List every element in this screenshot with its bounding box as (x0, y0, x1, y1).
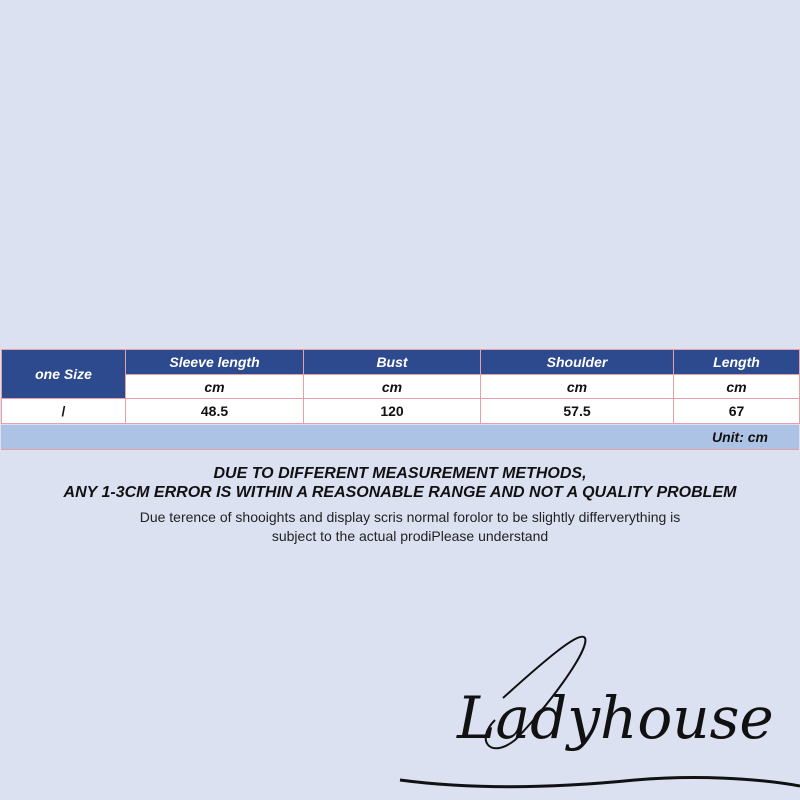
column-header-sleeve-length: Sleeve length (126, 350, 304, 375)
unit-cell: cm (481, 375, 674, 399)
table-header-row (2, 350, 800, 375)
disclaimer-line-2: subject to the actual prodiPlease understand (271, 528, 549, 544)
color-disclaimer (110, 508, 710, 546)
unit-cell: cm (126, 375, 304, 399)
size-chart-table (1, 349, 800, 424)
bust-value: 120 (304, 399, 481, 424)
column-header-bust: Bust (304, 350, 481, 375)
unit-note-bar (1, 425, 799, 450)
size-label-cell: one Size (2, 350, 126, 399)
measurement-notice-line-1: DUE TO DIFFERENT MEASUREMENT METHODS, (213, 465, 587, 482)
column-header-shoulder: Shoulder (481, 350, 674, 375)
logo-text: Ladyhouse (457, 684, 774, 752)
size-value-cell: / (2, 399, 126, 424)
logo-underline-swash (400, 778, 800, 787)
unit-cell: cm (304, 375, 481, 399)
table-row (2, 399, 800, 424)
column-header-length: Length (674, 350, 800, 375)
ladyhouse-logo (395, 620, 800, 800)
unit-cell: cm (674, 375, 800, 399)
shoulder-value: 57.5 (481, 399, 674, 424)
measurement-notice-line-2: ANY 1-3CM ERROR IS WITHIN A REASONABLE RANGE AND NOT A QUALITY PROBLEM (63, 484, 737, 501)
length-value: 67 (674, 399, 800, 424)
sleeve-length-value: 48.5 (126, 399, 304, 424)
disclaimer-line-1: Due terence of shooights and display scris normal forolor to be slightly differverything is (139, 509, 681, 525)
unit-note: Unit: cm (712, 429, 768, 445)
